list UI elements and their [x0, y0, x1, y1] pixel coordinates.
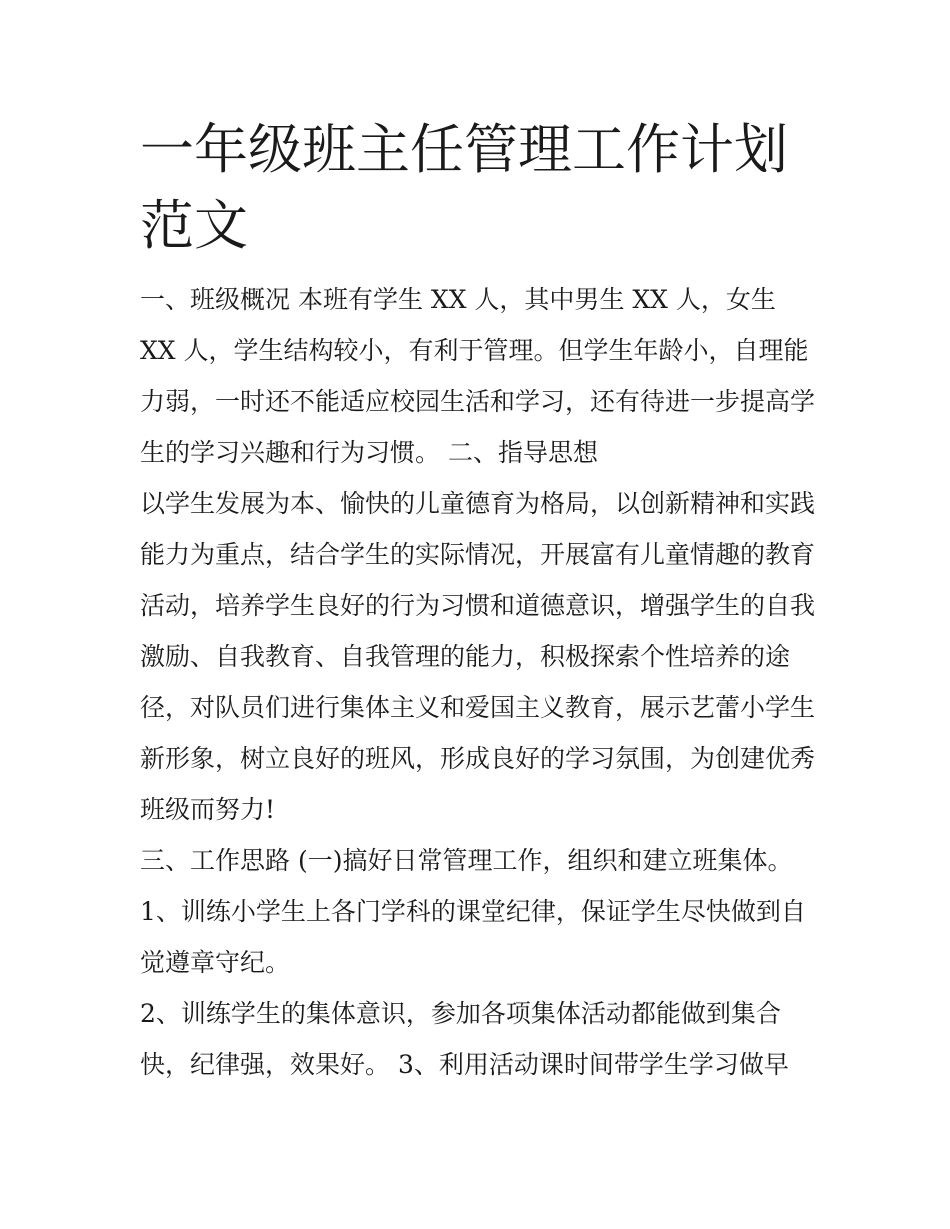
body-line: 径，对队员们进行集体主义和爱国主义教育，展示艺蕾小学生 — [140, 693, 816, 722]
document-title: 一年级班主任管理工作计划范文 — [140, 118, 788, 257]
body-line: 2、训练学生的集体意识，参加各项集体活动都能做到集合 — [140, 999, 781, 1028]
body-line: 活动，培养学生良好的行为习惯和道德意识，增强学生的自我 — [140, 591, 816, 620]
body-line: 力弱，一时还不能适应校园生活和学习，还有待进一步提高学 — [140, 387, 816, 416]
body-line: 新形象，树立良好的班风，形成良好的学习氛围，为创建优秀 — [140, 744, 816, 773]
body-line: 1、训练小学生上各门学科的课堂纪律，保证学生尽快做到自 — [140, 897, 806, 926]
body-line: 激励、自我教育、自我管理的能力，积极探索个性培养的途 — [140, 642, 791, 671]
body-line: 以学生发展为本、愉快的儿童德育为格局，以创新精神和实践 — [140, 489, 816, 518]
body-line: 一、班级概况 本班有学生 XX 人，其中男生 XX 人，女生 — [140, 285, 776, 314]
body-line: 班级而努力! — [140, 795, 276, 824]
body-line: 快，纪律强，效果好。 3、利用活动课时间带学生学习做早 — [140, 1050, 789, 1079]
body-line: 觉遵章守纪。 — [140, 948, 291, 977]
body-line: 生的学习兴趣和行为习惯。 二、指导思想 — [140, 438, 598, 467]
body-line: 能力为重点，结合学生的实际情况，开展富有儿童情趣的教育 — [140, 540, 816, 569]
body-line: XX 人，学生结构较小，有利于管理。但学生年龄小，自理能 — [140, 336, 809, 365]
body-line: 三、工作思路 (一)搞好日常管理工作，组织和建立班集体。 — [140, 846, 793, 875]
